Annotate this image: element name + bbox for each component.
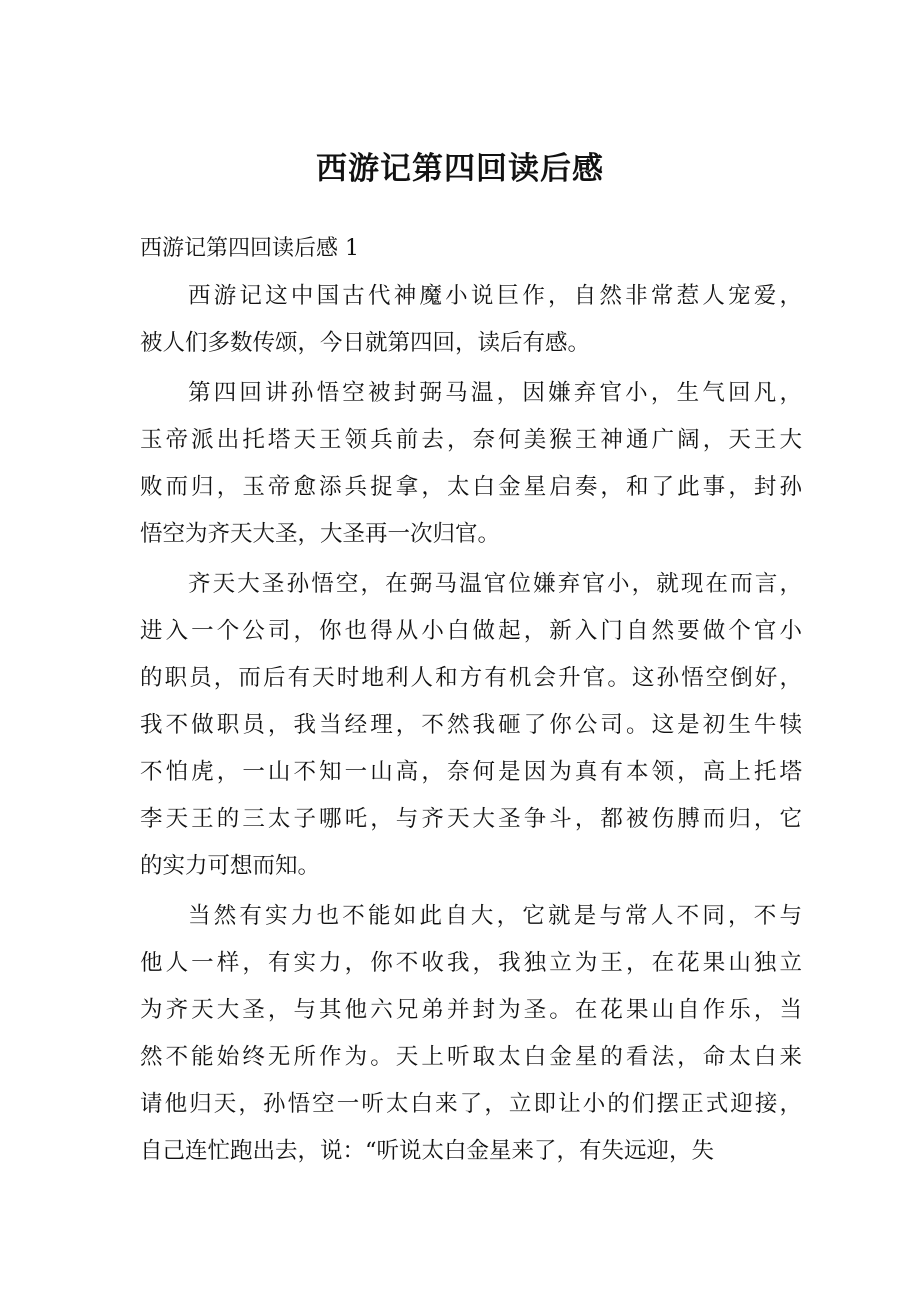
paragraph bbox=[140, 561, 802, 890]
text-line: 不怕虎，一山不知一山高，奈何是因为真有本领，高上托塔 bbox=[140, 759, 802, 785]
text-line: 齐天大圣孙悟空，在弼马温官位嫌弃官小，就现在而言， bbox=[188, 571, 802, 597]
text-line: 然不能始终无所作为。天上听取太白金星的看法，命太白来 bbox=[140, 1044, 802, 1070]
text-line: 当然有实力也不能如此自大，它就是与常人不同，不与 bbox=[188, 903, 802, 929]
text-line: 玉帝派出托塔天王领兵前去，奈何美猴王神通广阔，天王大 bbox=[140, 427, 802, 453]
text-line: 被人们多数传颂，今日就第四回，读后有感。 bbox=[140, 330, 591, 356]
text-line: 西游记这中国古代神魔小说巨作，自然非常惹人宠爱， bbox=[188, 283, 802, 309]
text-line: 的实力可想而知。 bbox=[140, 853, 321, 879]
document-title: 西游记第四回读后感 bbox=[316, 151, 604, 187]
text-line: 悟空为齐天大圣，大圣再一次归官。 bbox=[140, 521, 501, 547]
text-line: 李天王的三太子哪吒，与齐天大圣争斗，都被伤膊而归，它 bbox=[140, 806, 802, 832]
text-line: 请他归天，孙悟空一听太白来了，立即让小的们摆正式迎接， bbox=[140, 1091, 802, 1117]
text-line: 我不做职员，我当经理，不然我砸了你公司。这是初生牛犊 bbox=[140, 712, 802, 738]
document-body bbox=[140, 270, 802, 1175]
text-line: 的职员，而后有天时地利人和方有机会升官。这孙悟空倒好， bbox=[140, 665, 802, 691]
text-line: 为齐天大圣，与其他六兄弟并封为圣。在花果山自作乐，当 bbox=[140, 997, 802, 1023]
paragraph bbox=[140, 370, 802, 558]
text-line: 进入一个公司，你也得从小白做起，新入门自然要做个官小 bbox=[140, 618, 802, 644]
paragraph bbox=[140, 893, 802, 1175]
paragraph bbox=[140, 273, 802, 367]
text-line: 第四回讲孙悟空被封弼马温，因嫌弃官小，生气回凡， bbox=[188, 380, 802, 406]
section-heading: 西游记第四回读后感 1 bbox=[140, 236, 359, 261]
text-line: 自己连忙跑出去，说：“听说太白金星来了，有失远迎，失 bbox=[140, 1138, 715, 1164]
text-line: 败而归，玉帝愈添兵捉拿，太白金星启奏，和了此事，封孙 bbox=[140, 474, 802, 500]
text-line: 他人一样，有实力，你不收我，我独立为王，在花果山独立 bbox=[140, 950, 802, 976]
